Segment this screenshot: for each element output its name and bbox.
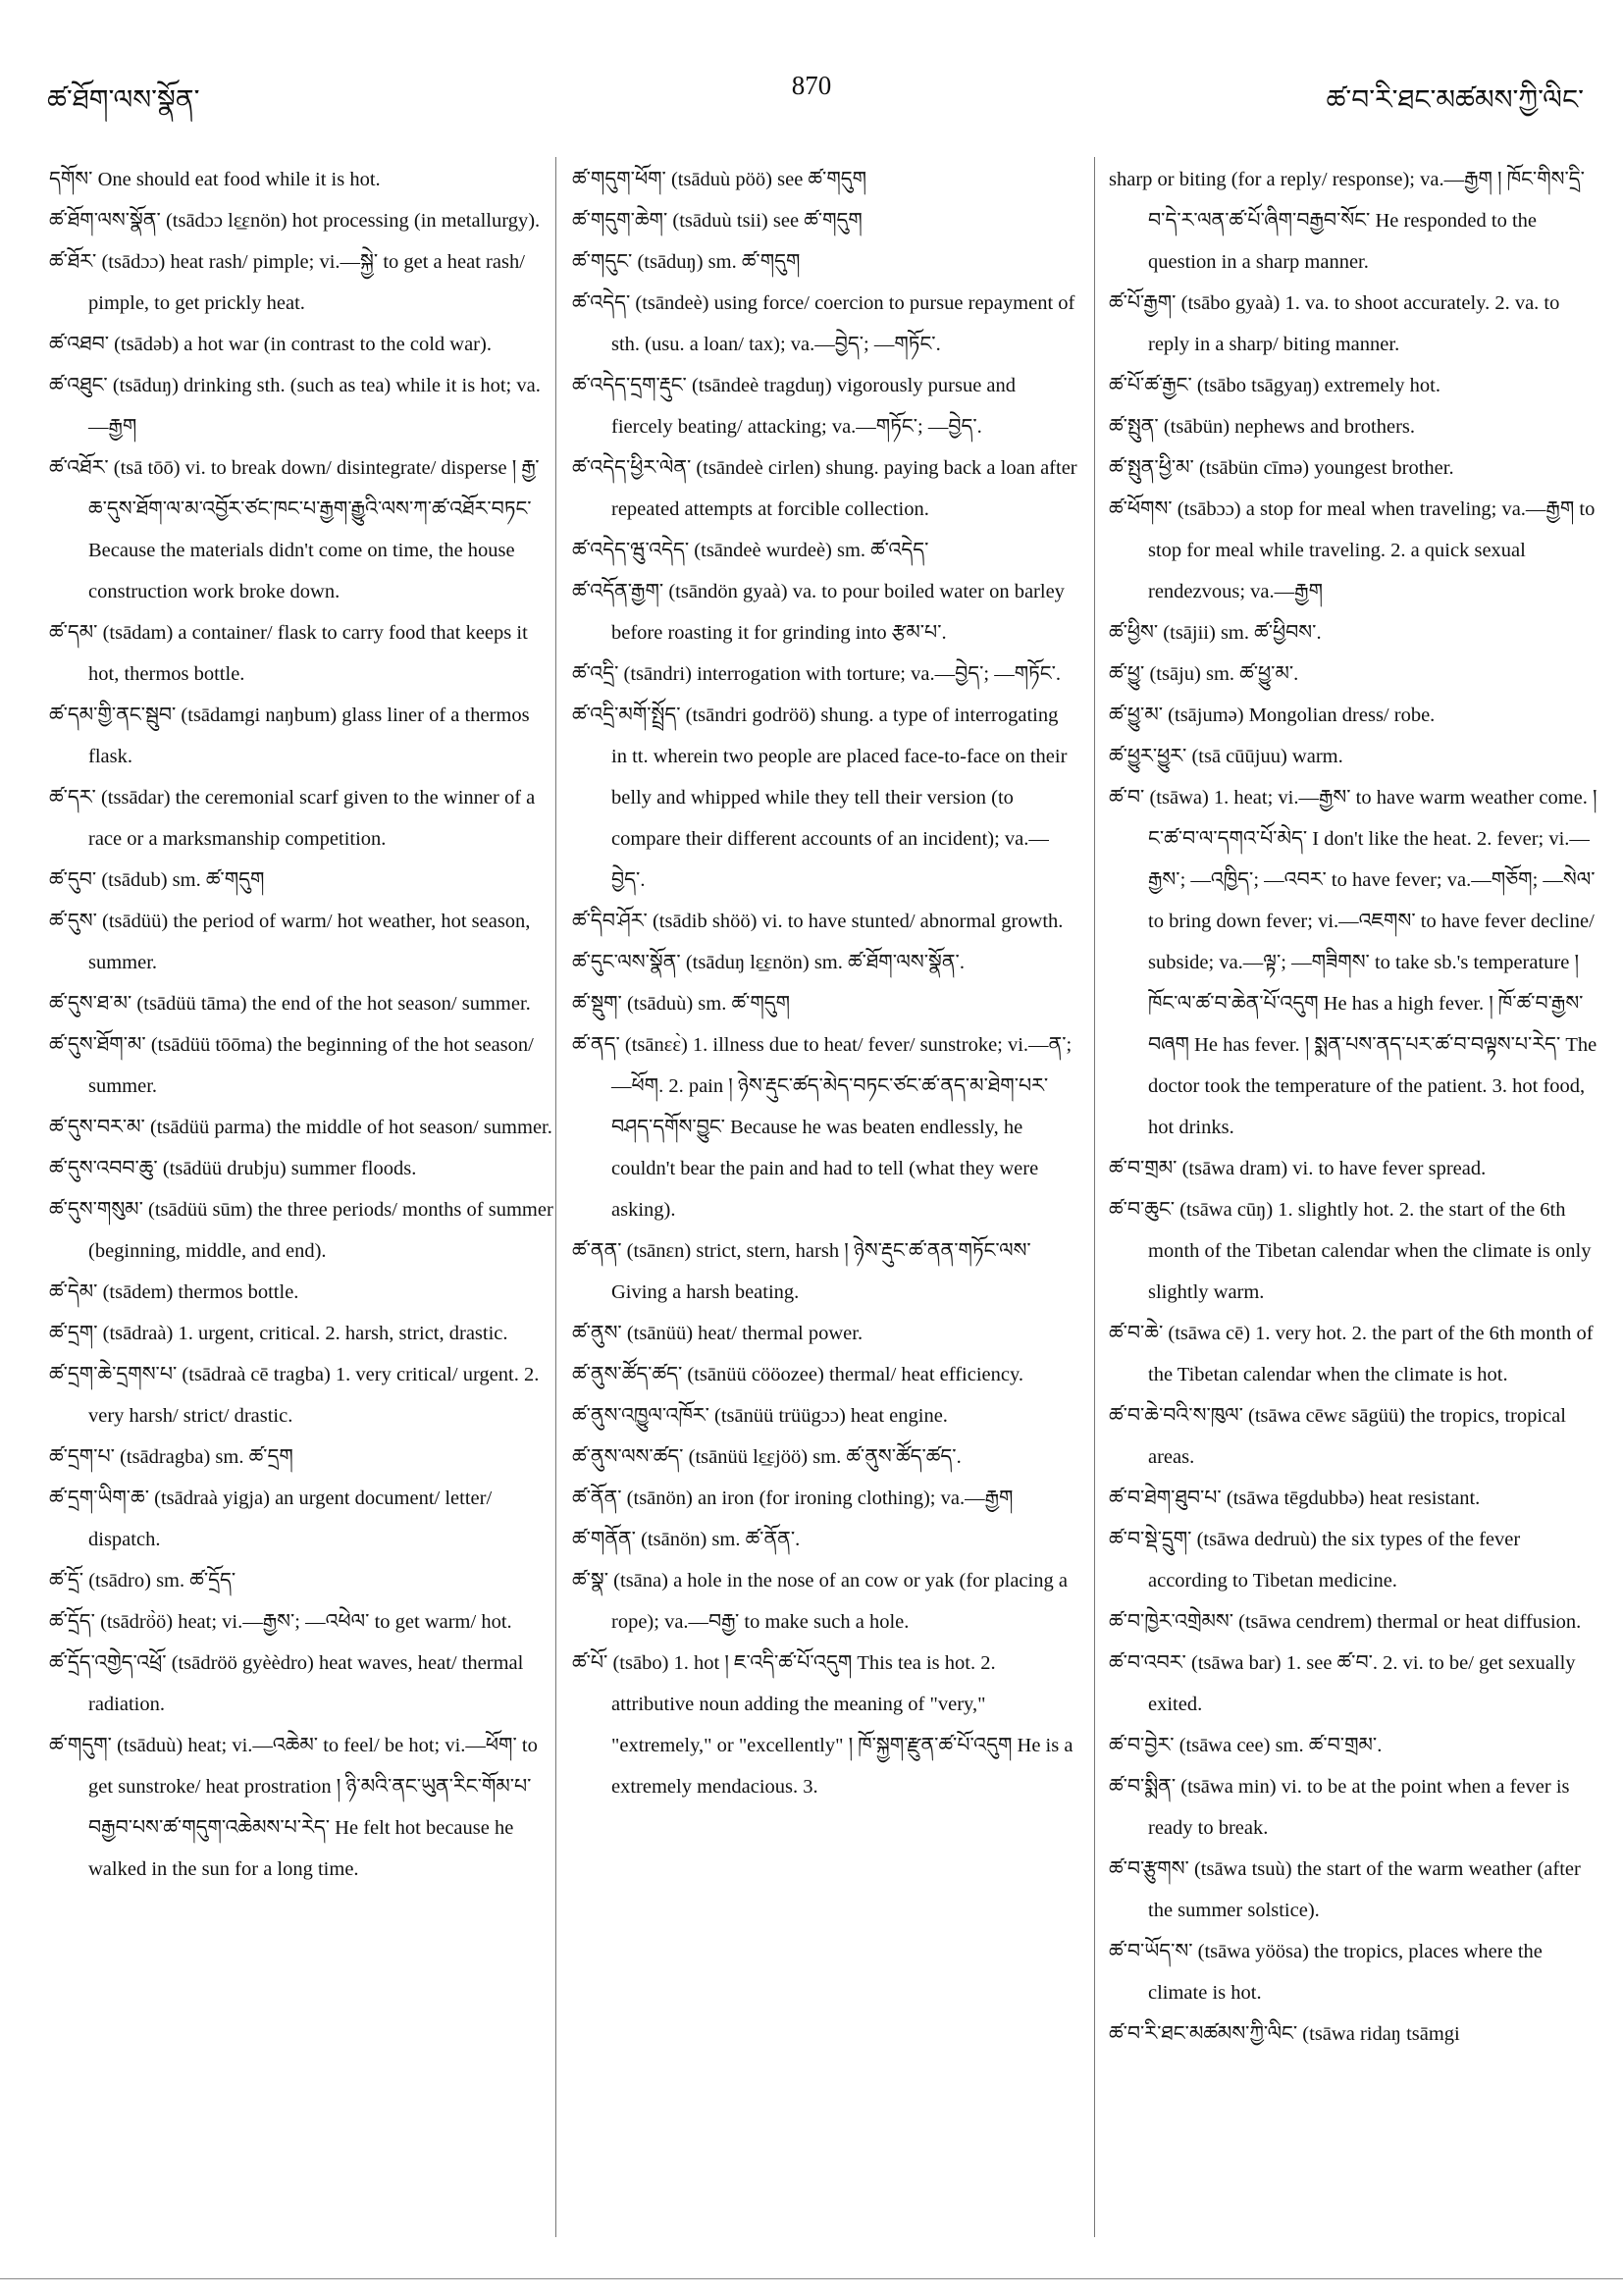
dictionary-entry: ཚ་གནོན་ (tsānön) sm. ཚ་ནོན་. — [572, 1529, 801, 1550]
dictionary-entry: ཚ་ནུས་ (tsānüü) heat/ thermal power. — [572, 1323, 864, 1344]
dictionary-entry: ཚ་འདེད་ཕྱིར་ལེན་ (tsāndeè cirlen) shung. paying back a loan after repeated attempts at forcible collection. — [572, 457, 1077, 520]
dictionary-entry: ཚ་བ་སྡེ་དྲུག་ (tsāwa dedruù) the six types of the fever according to Tibetan medicine. — [1109, 1529, 1521, 1592]
dictionary-entry: ཚ་དྲག་ཡིག་ཆ་ (tsādraà yigja) an urgent document/ letter/ dispatch. — [49, 1487, 493, 1550]
dictionary-entry: sharp or biting (for a reply/ response); va.—རྒྱག ། ཁོང་གིས་དྲི་བ་དེ་ར་ལན་ཚ་པོ་ཞིག་བརྒྱབ་སོང་ He responded to the question in a sharp manner. — [1109, 169, 1585, 273]
dictionary-entry: ཚ་དིབ་ཤོར་ (tsādib shöö) vi. to have stunted/ abnormal growth. — [572, 911, 1064, 932]
dictionary-entry: ཚ་ཕྱུ་ (tsāju) sm. ཚ་ཕྱུ་མ་. — [1109, 663, 1299, 685]
dictionary-entry: ཚ་འདྲི་ (tsāndri) interrogation with torture; va.—བྱེད་; —གཏོང་. — [572, 663, 1062, 685]
dictionary-entry: ཚ་སྡུག་ (tsāduù) sm. ཚ་གདུག — [572, 993, 791, 1015]
page-number: 870 — [791, 71, 832, 100]
dictionary-entry: ཚ་བ་གྲམ་ (tsāwa dram) vi. to have fever spread. — [1109, 1158, 1487, 1179]
dictionary-entry: ཚ་བ་རྩུགས་ (tsāwa tsuù) the start of the warm weather (after the summer solstice). — [1109, 1858, 1581, 1921]
column-2 — [572, 159, 1077, 1807]
dictionary-entry: ཚ་ནུས་ལས་ཚད་ (tsānüü lɛ̲ɛjöö) sm. ཚ་ནུས་ཚོད་ཚད་. — [572, 1446, 962, 1468]
dictionary-entry: ཚ་ཕྱུར་ཕྱུར་ (tsā cūūjuu) warm. — [1109, 746, 1343, 767]
dictionary-entry: ཚ་འཐབ་ (tsādəb) a hot war (in contrast to the cold war). — [49, 334, 492, 355]
dictionary-entry: ཚ་གདུག་ (tsāduù) heat; vi.—འཆེམ་ to feel/ be hot; vi.—ཕོག་ to get sunstroke/ heat prostration ། ཉི་མའི་ནང་ཡུན་རིང་གོམ་པ་བརྒྱབ་པས་ཚ་གདུག་འཆེམས་པ་རེད་ He felt hot because he walked in the sun for a long time. — [49, 1735, 538, 1880]
dictionary-entry: ཚ་བ་ཆེ་བའི་ས་ཁུལ་ (tsāwa cēwɛ sāgüü) the tropics, tropical areas. — [1109, 1405, 1566, 1468]
dictionary-entry: ཚ་བ་ཆུང་ (tsāwa cūŋ) 1. slightly hot. 2. the start of the 6th month of the Tibetan calendar when the climate is only slightly warm. — [1109, 1199, 1592, 1303]
dictionary-entry: ཚ་འདེད་དྲག་རྡུང་ (tsāndeè tragduŋ) vigorously pursue and fiercely beating/ attacking; va.—གཏོང་; —བྱེད་. — [572, 375, 1017, 438]
dictionary-entry: ཚ་ཕྱིས་ (tsājii) sm. ཚ་ཕྱིབས་. — [1109, 622, 1322, 644]
dictionary-entry: ཚ་དྲོ་ (tsādro) sm. ཚ་དྲོད་ — [49, 1570, 236, 1592]
dictionary-entry: ཚ་ནན་ (tsānɛn) strict, stern, harsh ། ཉེས་རྡུང་ཚ་ནན་གཏོང་ལས་ Giving a harsh beating. — [572, 1240, 1031, 1303]
dictionary-entry: ཚ་གདུག་ཕོག་ (tsāduù pöö) see ཚ་གདུག — [572, 169, 867, 190]
dictionary-entry: ཚ་སྤུན་ཕྱི་མ་ (tsābün cīmə) youngest brother. — [1109, 457, 1454, 479]
dictionary-entry: ཚ་དུས་ཐ་མ་ (tsādüü tāma) the end of the hot season/ summer. — [49, 993, 531, 1015]
column-divider — [1094, 157, 1095, 2237]
dictionary-entry: ཚ་འདེད་ (tsāndeè) using force/ coercion to pursue repayment of sth. (usu. a loan/ tax); va.—བྱེད་; —གཏོང་. — [572, 292, 1075, 355]
dictionary-entry: ཚ་བ་ཁྱེར་འགྲེམས་ (tsāwa cendrem) thermal or heat diffusion. — [1109, 1611, 1582, 1633]
dictionary-entry: ཚ་པོ་ (tsābo) 1. hot ། ཇ་འདི་ཚ་པོ་འདུག This tea is hot. 2. attributive noun adding the meaning of "very," "extremely," or "excellently" ། ཁོ་སྐྱག་རྫུན་ཚ་པོ་འདུག He is a extremely mendacious. 3. — [572, 1652, 1073, 1798]
dictionary-entry: ཚ་དུས་འབབ་ཆུ་ (tsādüü drubju) summer floods. — [49, 1158, 417, 1179]
dictionary-entry: ཚ་དུས་བར་མ་ (tsādüü parma) the middle of hot season/ summer. — [49, 1117, 552, 1138]
dictionary-entry: ཚ་བ་རི་ཐང་མཚམས་ཀྱི་ལིང་ (tsāwa ridaŋ tsāmgi — [1109, 2023, 1460, 2045]
running-header-left: ཚ་ཐོག་ལས་སྣོན་ — [47, 85, 200, 116]
dictionary-entry: ཚ་སྣ་ (tsāna) a hole in the nose of an cow or yak (for placing a rope); va.—བརྒྱ་ to make such a hole. — [572, 1570, 1068, 1633]
dictionary-entry: ཚ་དུང་ལས་སྣོན་ (tsāduŋ lɛ̲ɛnön) sm. ཚ་ཐོག་ལས་སྣོན་. — [572, 952, 965, 973]
dictionary-entry: ཚ་དྲག་པ་ (tsādragba) sm. ཚ་དྲག — [49, 1446, 293, 1468]
dictionary-entry: ཚ་ནུས་ཚོད་ཚད་ (tsānüü cööozee) thermal/ heat efficiency. — [572, 1364, 1024, 1385]
dictionary-entry: ཚ་དྲག་ཆེ་དྲགས་པ་ (tsādraà cē tragba) 1. very critical/ urgent. 2. very harsh/ strict/ drastic. — [49, 1364, 540, 1427]
dictionary-entry: ཚ་དར་ (tssādar) the ceremonial scarf given to the winner of a race or a marksmanship competition. — [49, 787, 536, 850]
dictionary-entry: ཚ་ཕོགས་ (tsābɔɔ) a stop for meal when traveling; va.—རྒྱག to stop for meal while traveling. 2. a quick sexual rendezvous; va.—རྒྱག — [1109, 498, 1596, 602]
dictionary-entry: ཚ་དམ་ (tsādam) a container/ flask to carry food that keeps it hot, thermos bottle. — [49, 622, 528, 685]
dictionary-entry: ཚ་བ་ (tsāwa) 1. heat; vi.—རྒྱས་ to have warm weather come. ། ང་ཚ་བ་ལ་དགའ་པོ་མེད་ I don't like the heat. 2. fever; vi.—རྒྱས་; —འཁྱིད་; —འབར་ to have fever; va.—གཅོག; —སེལ་ to bring down fever; vi.—འཇགས་ to have fever decline/ subside; va.—ལྟ་; —གཟིགས་ to take sb.'s temperature ། ཁོང་ལ་ཚ་བ་ཆེན་པོ་འདུག He has a high fever. ། ཁོ་ཚ་བ་རྒྱས་བཞག He has fever. ། སྨན་པས་ནད་པར་ཚ་བ་བལྟས་པ་རེད་ The doctor took the temperature of the patient. 3. hot food, hot drinks. — [1109, 787, 1597, 1138]
dictionary-entry: ཚ་འཐུང་ (tsāduŋ) drinking sth. (such as tea) while it is hot; va.—རྒྱག — [49, 375, 541, 438]
column-1 — [49, 159, 554, 1890]
dictionary-entry: ཚ་གདུང་ (tsāduŋ) sm. ཚ་གདུག — [572, 251, 801, 273]
dictionary-entry: ཚ་པོ་རྒྱག་ (tsābo gyaà) 1. va. to shoot accurately. 2. va. to reply in a sharp/ biting manner. — [1109, 292, 1560, 355]
dictionary-entry: ཚ་གདུག་ཆེག་ (tsāduù tsii) see ཚ་གདུག — [572, 210, 863, 232]
dictionary-entry: ཚ་སྤུན་ (tsābün) nephews and brothers. — [1109, 416, 1416, 438]
dictionary-entry: དགོས་ One should eat food while it is hot. — [49, 169, 381, 190]
dictionary-entry: ཚ་བ་ཐེག་ཐུབ་པ་ (tsāwa tēgdubbə) heat resistant. — [1109, 1487, 1481, 1509]
dictionary-entry: ཚ་ནོན་ (tsānön) an iron (for ironing clothing); va.—རྒྱག — [572, 1487, 1014, 1509]
column-divider — [555, 157, 556, 2237]
dictionary-entry: ཚ་འདེད་ཝུ་འདེད་ (tsāndeè wurdeè) sm. ཚ་འདེད་ — [572, 540, 929, 561]
dictionary-entry: ཚ་བ་ཆེ་ (tsāwa cē) 1. very hot. 2. the part of the 6th month of the Tibetan calendar when the climate is hot. — [1109, 1323, 1594, 1385]
dictionary-entry: ཚ་འཐོར་ (tsā tōō) vi. to break down/ disintegrate/ disperse ། རྒྱ་ཆ་དུས་ཐོག་ལ་མ་འབྱོར་ཙང་ཁང་པ་རྒྱག་རྒྱུའི་ལས་ཀ་ཚ་འཐོར་བཏང་ Because the materials didn't come on time, the house construction work broke down. — [49, 457, 540, 602]
dictionary-entry: ཚ་བ་བྱེར་ (tsāwa cee) sm. ཚ་བ་གྲམ་. — [1109, 1735, 1383, 1756]
dictionary-entry: ཚ་དུས་གསུམ་ (tsādüü sūm) the three periods/ months of summer (beginning, middle, and end). — [49, 1199, 553, 1262]
dictionary-entry: ཚ་བ་ཡོད་ས་ (tsāwa yöösa) the tropics, places where the climate is hot. — [1109, 1941, 1543, 2004]
dictionary-entry: ཚ་དྲོད་འགྱེད་འཕྲོ་ (tsādröö gyèèdro) heat waves, heat/ thermal radiation. — [49, 1652, 524, 1715]
dictionary-entry: ཚ་དུས་ (tsādüü) the period of warm/ hot weather, hot season, summer. — [49, 911, 531, 973]
dictionary-entry: ཚ་དྲག་ (tsādraà) 1. urgent, critical. 2. harsh, strict, drastic. — [49, 1323, 508, 1344]
dictionary-entry: ཚ་དུབ་ (tsādub) sm. ཚ་གདུག — [49, 869, 265, 891]
dictionary-entry: ཚ་ནད་ (tsānɛɛ̀) 1. illness due to heat/ fever/ sunstroke; vi.—ན་; —ཕོག. 2. pain ། ཉེས་རྡུང་ཚད་མེད་བཏང་ཙང་ཚ་ནད་མ་ཐེག་པར་བཤད་དགོས་བྱུང་ Because he was beaten endlessly, he couldn't bear the pain and had to tell (what they were asking). — [572, 1034, 1073, 1221]
running-header-right: ཚ་བ་རི་ཐང་མཚམས་ཀྱི་ལིང་ — [1326, 85, 1584, 116]
dictionary-entry: ཚ་ཐོར་ (tsādɔɔ) heat rash/ pimple; vi.—སྐྱེ་ to get a heat rash/ pimple, to get prickly heat. — [49, 251, 525, 314]
dictionary-entry: ཚ་དེམ་ (tsādem) thermos bottle. — [49, 1281, 299, 1303]
column-3 — [1109, 159, 1599, 2055]
dictionary-entry: ཚ་ནུས་འཁྱུལ་འཁོར་ (tsānüü trüügɔɔ) heat engine. — [572, 1405, 948, 1427]
dictionary-entry: ཚ་བ་སྨིན་ (tsāwa min) vi. to be at the point when a fever is ready to break. — [1109, 1776, 1570, 1839]
dictionary-entry: ཚ་འདྲི་མགོ་སྤྲོད་ (tsāndri godröö) shung. a type of interrogating in tt. wherein two people are placed face-to-face on their belly and whipped while they tell their version (to compare their different accounts of an incident); va.—བྱེད་. — [572, 704, 1068, 891]
dictionary-entry: ཚ་ཐོག་ལས་སྣོན་ (tsādɔɔ lɛ̲ɛnön) hot processing (in metallurgy). — [49, 210, 541, 232]
page-bottom-rule — [0, 2278, 1623, 2279]
dictionary-entry: ཚ་ཕྱུ་མ་ (tsājumə) Mongolian dress/ robe. — [1109, 704, 1436, 726]
dictionary-entry: ཚ་པོ་ཚ་རྒྱང་ (tsābo tsāgyaŋ) extremely hot. — [1109, 375, 1441, 396]
dictionary-entry: ཚ་དུས་ཐོག་མ་ (tsādüü tōōma) the beginning of the hot season/ summer. — [49, 1034, 534, 1097]
dictionary-entry: ཚ་དྲོད་ (tsādrö̀ö) heat; vi.—རྒྱས་; —འཕེལ་ to get warm/ hot. — [49, 1611, 512, 1633]
dictionary-entry: ཚ་བ་འབར་ (tsāwa bar) 1. see ཚ་བ་. 2. vi. to be/ get sexually exited. — [1109, 1652, 1576, 1715]
dictionary-entry: ཚ་འདོན་རྒྱག་ (tsāndön gyaà) va. to pour boiled water on barley before roasting it for grinding into རྩམ་པ་. — [572, 581, 1065, 644]
dictionary-entry: ཚ་དམ་གྱི་ནང་སྦུབ་ (tsādamgi naŋbum) glass liner of a thermos flask. — [49, 704, 530, 767]
